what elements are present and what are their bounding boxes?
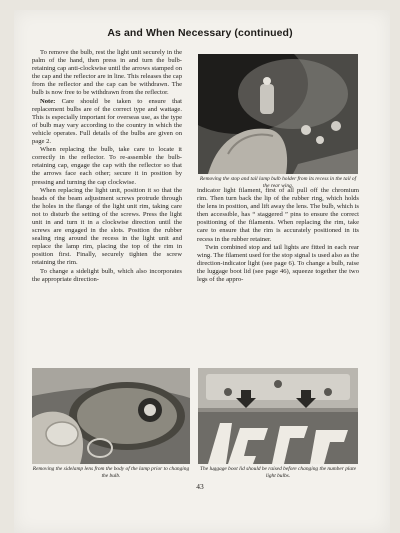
page-number: 43	[196, 482, 204, 491]
note-paragraph	[32, 98, 182, 147]
paragraph: When replacing the bulb, take care to locate it correctly in the reflector. To re-assemble the bulb-retaining cap, engage the cap with the reflector so that the arrows face each other; secure it in position by pressing and turning the cap clockwise.	[32, 146, 182, 186]
caption-top-right: Removing the stop and tail lamp bulb holder from its recess in the tail of the rear wing.	[199, 176, 357, 189]
paragraph: indicator light filament, first of all pull off the chromium rim. Then turn back the lip of the rubber ring, which holds the lens in position, and lift away the lens. The bulb, which is then accessible, has “ staggered ” pins to ensure the correct positioning of the filaments. When replacing the rim, take care to ensure that the rim is accurately positioned in its recess in the rubber retainer.	[197, 187, 359, 243]
photo-luggage-boot	[198, 368, 358, 464]
right-text-column	[197, 187, 359, 284]
photo-sidelamp-lens	[32, 368, 190, 464]
note-label: Note:	[40, 97, 56, 105]
caption-bottom-left: Removing the sidelamp lens from the body of the lamp prior to changing the bulb.	[32, 466, 190, 479]
paragraph: When replacing the light unit, position it so that the heads of the beam adjustment screws protrude through the holes in the flange of the light unit rim, taking care not to disturb the setting of the screws. Press the light unit in and turn it in a clockwise direction until the screws are engaged in the slots. Position the rubber sealing ring around the recess in the light unit and replace the lamp rim, placing the top of the rim in position first. Finally, securely tighten the screw retaining the rim.	[32, 186, 182, 267]
paragraph: To remove the bulb, rest the light unit securely in the palm of the hand, then press in and turn the bulb-retaining cap anti-clockwise until the arrows stamped on the cap and the reflector are in line. This releases the cap from the reflector and the cap can be withdrawn. The bulb is now free to be withdrawn from the reflector.	[32, 49, 182, 97]
page-heading: As and When Necessary (continued)	[107, 27, 293, 39]
paragraph: To change a sidelight bulb, which also incorporates the appropriate direction-	[32, 267, 182, 283]
caption-bottom-right: The luggage boot lid should be raised before changing the number plate light bulbs.	[200, 466, 356, 479]
left-text-column	[32, 49, 182, 284]
note-text: Care should be taken to ensure that replacement bulbs are of the correct type and wattage. This is especially important for overseas use, as the type of bulb may vary according to the country in which the vehicle operates. Full details of the bulbs are given on page 2.	[32, 97, 182, 146]
photo-stop-tail-lamp	[198, 54, 358, 174]
paragraph: Twin combined stop and tail lights are fitted in each rear wing. The filament used for the stop signal is used also as the direction-indicator light (see page 6). To change a bulb, raise the luggage boot lid (see page 46), squeeze together the two legs of the appro-	[197, 243, 359, 284]
